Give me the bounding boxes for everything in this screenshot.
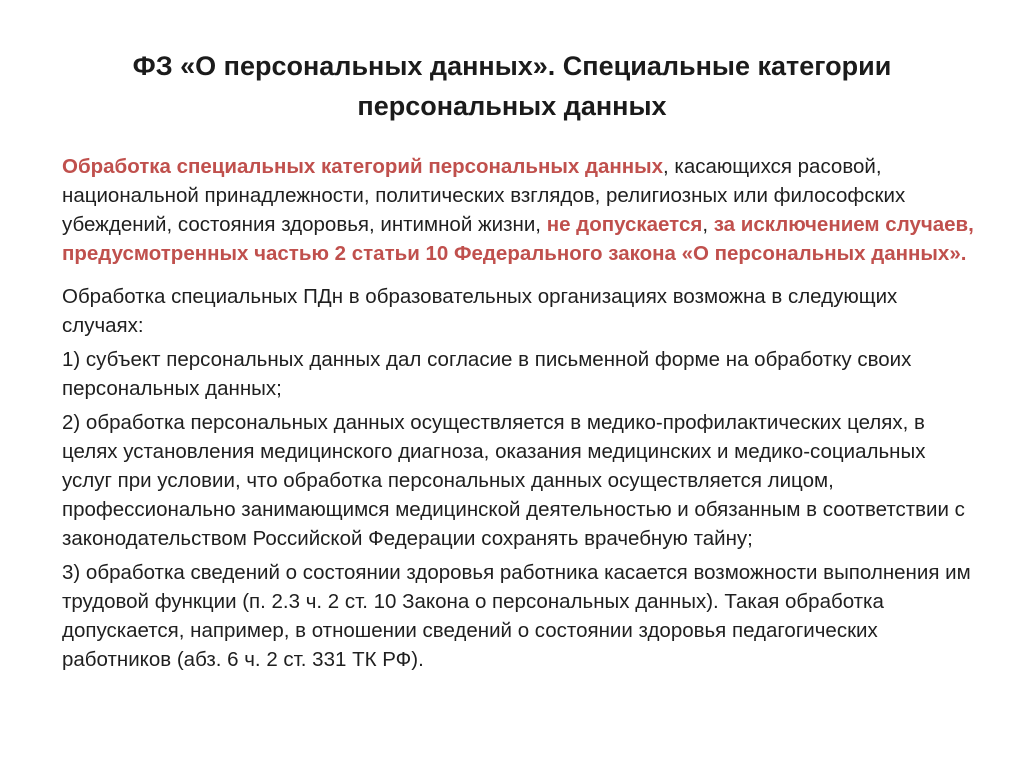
list-item-2: 2) обработка персональных данных осуществляется в медико-профилактических целях, в целях установления медицинского диагноза, оказания медицинских и медико-социальных услуг при условии, что обработка персональных данных осуществляется лицом, профессионально занимающимся медицинской деятельностью и обязанным в соответствии с законодательством Российской Федерации сохранять врачебную тайну; (62, 411, 965, 550)
intro-paragraph: Обработка специальных ПДн в образовательных организациях возможна в следующих случаях: (62, 285, 898, 337)
list-item-1: 1) субъект персональных данных дал согласие в письменной форме на обработку своих персональных данных; (62, 348, 912, 400)
list-item-3: 3) обработка сведений о состоянии здоровья работника касается возможности выполнения им трудовой функции (п. 2.3 ч. 2 ст. 10 Закона о персональных данных). Такая обработка допускается, например, в отношении сведений о состоянии здоровья педагогических работников (абз. 6 ч. 2 ст. 331 ТК РФ). (62, 561, 971, 671)
lead-red-middle: не допускается (546, 213, 703, 236)
lead-red-end: за исключением случаев, предусмотренных частью 2 статьи 10 Федерального закона «О персональных данных». (62, 213, 974, 265)
slide-title: ФЗ «О персональных данных». Специальные категории персональных данных (132, 51, 892, 121)
lead-comma: , (702, 213, 709, 236)
lead-paragraph (62, 152, 980, 268)
lead-red-start: Обработка специальных категорий персональных данных (62, 155, 664, 178)
lead-normal-text: , касающихся расовой, национальной принадлежности, политических взглядов, религиозных или философских убеждений, состояния здоровья, интимной жизни, (62, 155, 906, 236)
slide-body (62, 152, 980, 674)
